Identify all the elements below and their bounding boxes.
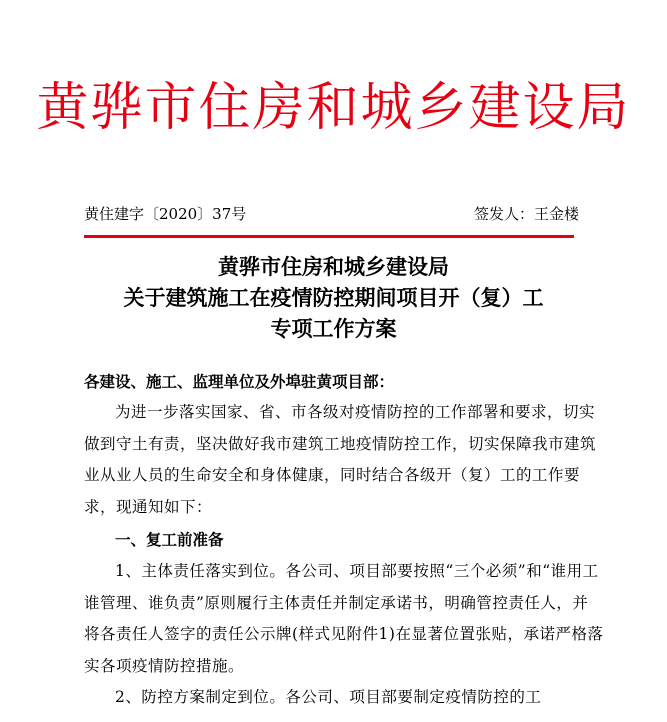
document-meta — [84, 203, 579, 225]
document-body — [84, 367, 604, 714]
item-2-paragraph: 2、防控方案制定到位。各公司、项目部要制定疫情防控的工 — [115, 688, 542, 706]
title-line-1: 黄骅市住房和城乡建设局 — [218, 255, 449, 279]
intro-paragraph: 为进一步落实国家、省、市各级对疫情防控的工作部署和要求，切实做到守土有责，坚决做好我市建筑工地疫情防控工作，切实保障我市建筑业从业人员的生命安全和身体健康，同时结合各级开（复）工的工作要求，现通知如下： — [84, 403, 597, 516]
title-line-3: 专项工作方案 — [270, 317, 397, 341]
section-heading: 一、复工前准备 — [115, 531, 224, 549]
red-divider — [84, 235, 574, 238]
document-number: 黄住建字〔2020〕37号 — [84, 205, 247, 223]
title-line-2: 关于建筑施工在疫情防控期间项目开（复）工 — [123, 286, 544, 310]
organization-header: 黄骅市住房和城乡建设局 — [36, 78, 631, 138]
salutation: 各建设、施工、监理单位及外埠驻黄项目部： — [84, 373, 395, 391]
document-title — [0, 252, 667, 345]
item-1-paragraph: 1、主体责任落实到位。各公司、项目部要按照“三个必须”和“谁用工谁管理、谁负责”原则履行主体责任并制定承诺书，明确管控责任人，并将各责任人签字的责任公示牌(样式见附件1)在显著位置张贴，承诺严格落实各项疫情防控措施。 — [84, 562, 604, 675]
signer: 签发人：王金楼 — [473, 205, 579, 223]
